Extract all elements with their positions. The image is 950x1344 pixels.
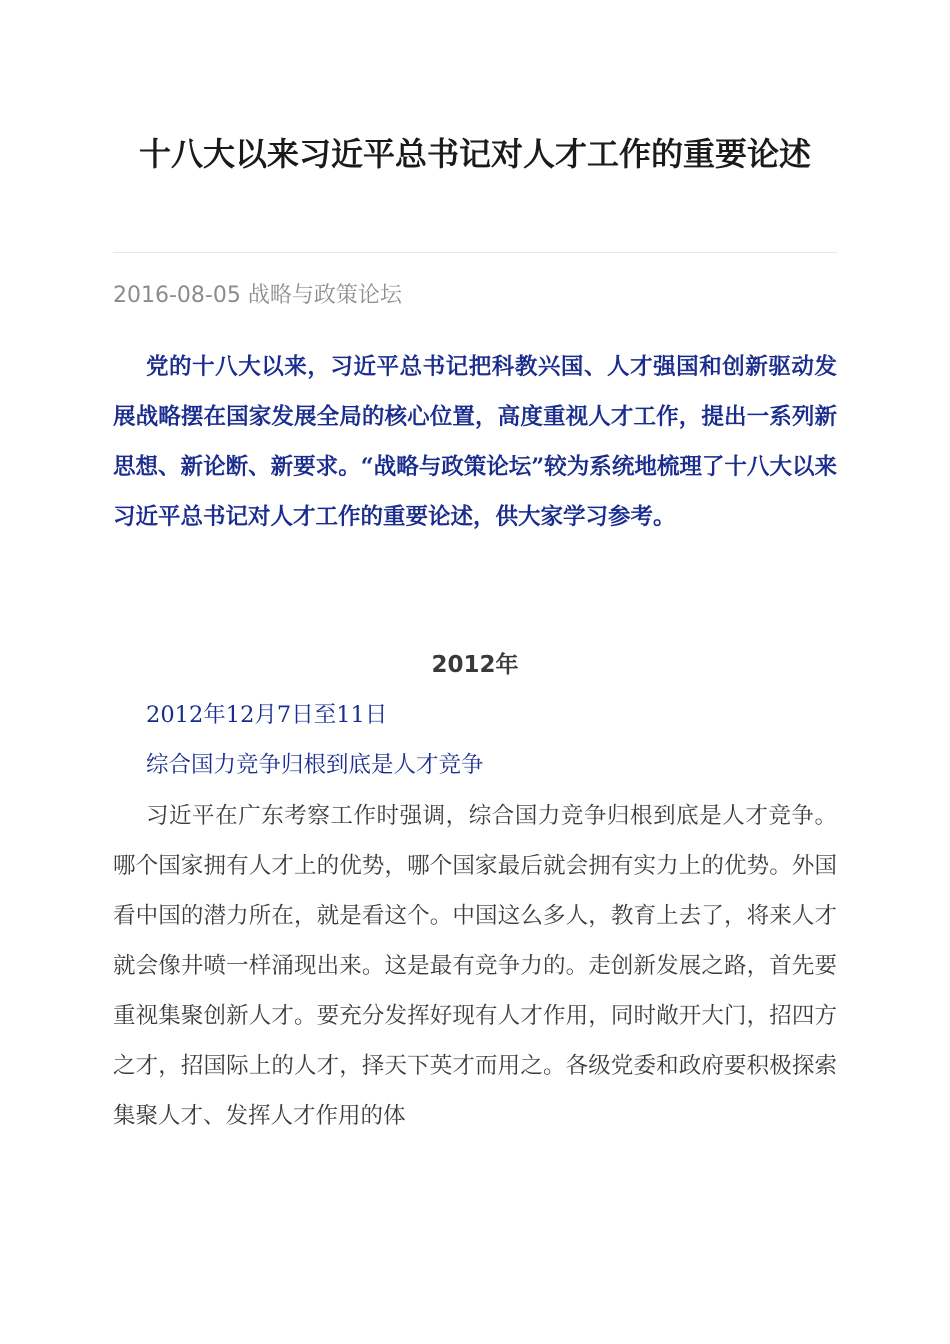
entry-heading: 综合国力竞争归根到底是人才竞争 [146,752,484,778]
article-meta: 2016-08-05 战略与政策论坛 [113,283,402,308]
article-title-text: 十八大以来习近平总书记对人才工作的重要论述 [138,135,811,173]
entry-date: 2012年12月7日至11日 [146,702,388,728]
section-year-heading: 2012年 [431,652,519,678]
intro-paragraph: 党的十八大以来，习近平总书记把科教兴国、人才强国和创新驱动发展战略摆在国家发展全局的核心位置，高度重视人才工作，提出一系列新思想、新论断、新要求。“战略与政策论坛”较为系统地梳理了十八大以来习近平总书记对人才工作的重要论述，供大家学习参考。 [113,354,837,530]
article-title [113,124,837,184]
title-divider [113,252,837,253]
entry-body-paragraph: 习近平在广东考察工作时强调，综合国力竞争归根到底是人才竞争。哪个国家拥有人才上的优势，哪个国家最后就会拥有实力上的优势。外国看中国的潜力所在，就是看这个。中国这么多人，教育上去了，将来人才就会像井喷一样涌现出来。这是最有竞争力的。走创新发展之路，首先要重视集聚创新人才。要充分发挥好现有人才作用，同时敞开大门，招四方之才，招国际上的人才，择天下英才而用之。各级党委和政府要积极探索集聚人才、发挥人才作用的体 [113,803,837,1129]
